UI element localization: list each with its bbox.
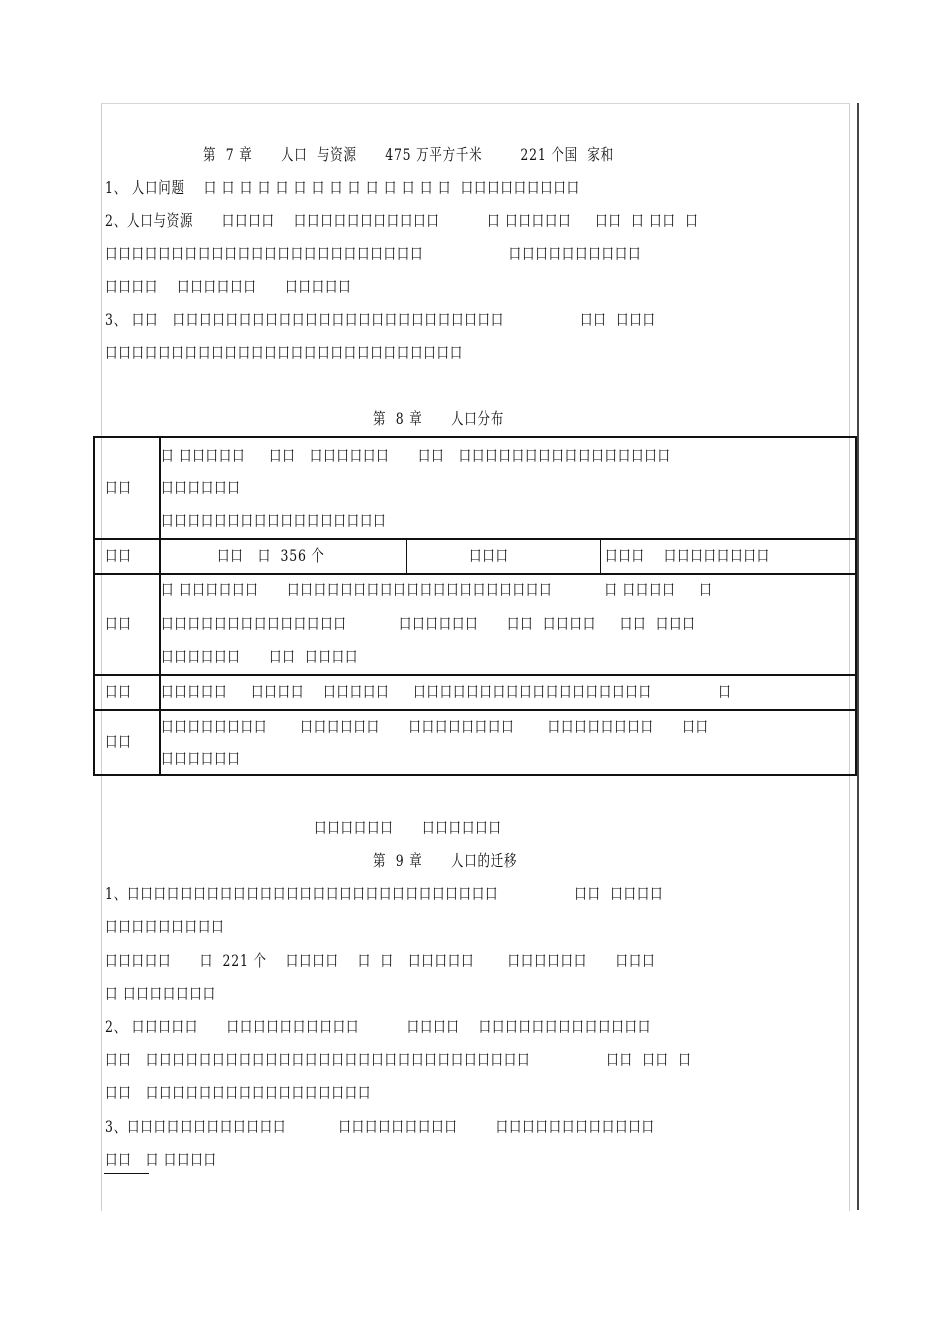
underline-mark [104,1173,149,1174]
text-line: 2、人口与资源 口口口口 口口口口口口口口口口口 口 口口口口口 口口 口 口口 口 [105,211,699,230]
cell-text: 口口口口口口口口口口口口口口口口口 [161,511,387,530]
text-line: 口口口口口口口口口 [105,917,225,936]
cell-text: 口口口 口口口口口口口口 [605,546,770,565]
text-line: 口口口口口 口 221 个 口口口口 口 口 口口口口口 口口口口口口 口口口 [105,951,656,970]
row-label: 口口 [105,478,132,497]
cell-divider [406,538,407,573]
row-label: 口口 [105,682,132,701]
text-line: 口口 口口口口口口口口口口口口口口口口口口口口口口口口口口口口口 口口 口口 口 [105,1050,692,1069]
text-line: 1、 人口问题 口 口 口 口 口 口 口 口 口 口 口 口 口 口 口口口口口口口口口 [105,178,580,197]
page-right-edge [857,103,859,1210]
cell-text: 口口口口口口 [161,478,241,497]
chapter-7-heading: 第 7 章 人口 与资源 475 万平方千米 221 个国 家和 [203,145,614,164]
cell-text: 口口口口口口口口口口口口口口 口口口口口口 口口 口口口口 口口 口口口 [161,614,696,633]
text-line: 口口 口口口口口口口口口口口口口口口口口 [105,1083,372,1102]
cell-text: 口口口 [469,546,509,565]
row-divider [95,573,855,575]
cell-text: 口口口口口口 [161,749,241,768]
subheading: 口口口口口口 口口口口口口 [314,818,502,837]
row-divider [95,709,855,711]
cell-text: 口口口口口口口口 口口口口口口 口口口口口口口口 口口口口口口口口 口口 [161,717,709,736]
text-line: 2、 口口口口口 口口口口口口口口口口 口口口口 口口口口口口口口口口口口口 [105,1017,651,1036]
row-divider [95,538,855,540]
chapter-8-heading: 第 8 章 人口分布 [373,409,505,428]
text-line: 口 口口口口口口口 [105,984,216,1003]
row-label: 口口 [105,614,132,633]
cell-divider [600,538,601,573]
cell-text: 口口口口口 口口口口 口口口口口 口口口口口口口口口口口口口口口口口口 口 [161,682,732,701]
row-label: 口口 [105,732,132,751]
row-label: 口口 [105,546,132,565]
cell-text: 口口 口 356 个 [217,546,325,565]
text-line: 口口口口 口口口口口口 口口口口口 [105,277,352,296]
chapter-9-heading: 第 9 章 人口的迁移 [373,851,518,870]
text-line: 3、 口口 口口口口口口口口口口口口口口口口口口口口口口口口口 口口 口口口 [105,310,656,329]
text-line: 1、口口口口口口口口口口口口口口口口口口口口口口口口口口口口 口口 口口口口 [105,884,664,903]
text-line: 口口口口口口口口口口口口口口口口口口口口口口口口口口口 [105,343,464,362]
row-divider [95,674,855,676]
text-line: 口口 口 口口口口 [105,1150,217,1169]
cell-text: 口 口口口口口口 口口口口口口口口口口口口口口口口口口口口 口 口口口口 口 [161,580,713,599]
chapter-8-table [93,436,857,776]
cell-text: 口口口口口口 口口 口口口口 [161,647,359,666]
text-line: 口口口口口口口口口口口口口口口口口口口口口口口口 口口口口口口口口口口 [105,244,642,263]
text-line: 3、口口口口口口口口口口口口 口口口口口口口口口 口口口口口口口口口口口口 [105,1117,655,1136]
cell-text: 口 口口口口口 口口 口口口口口口 口口 口口口口口口口口口口口口口口口口 [161,446,671,465]
